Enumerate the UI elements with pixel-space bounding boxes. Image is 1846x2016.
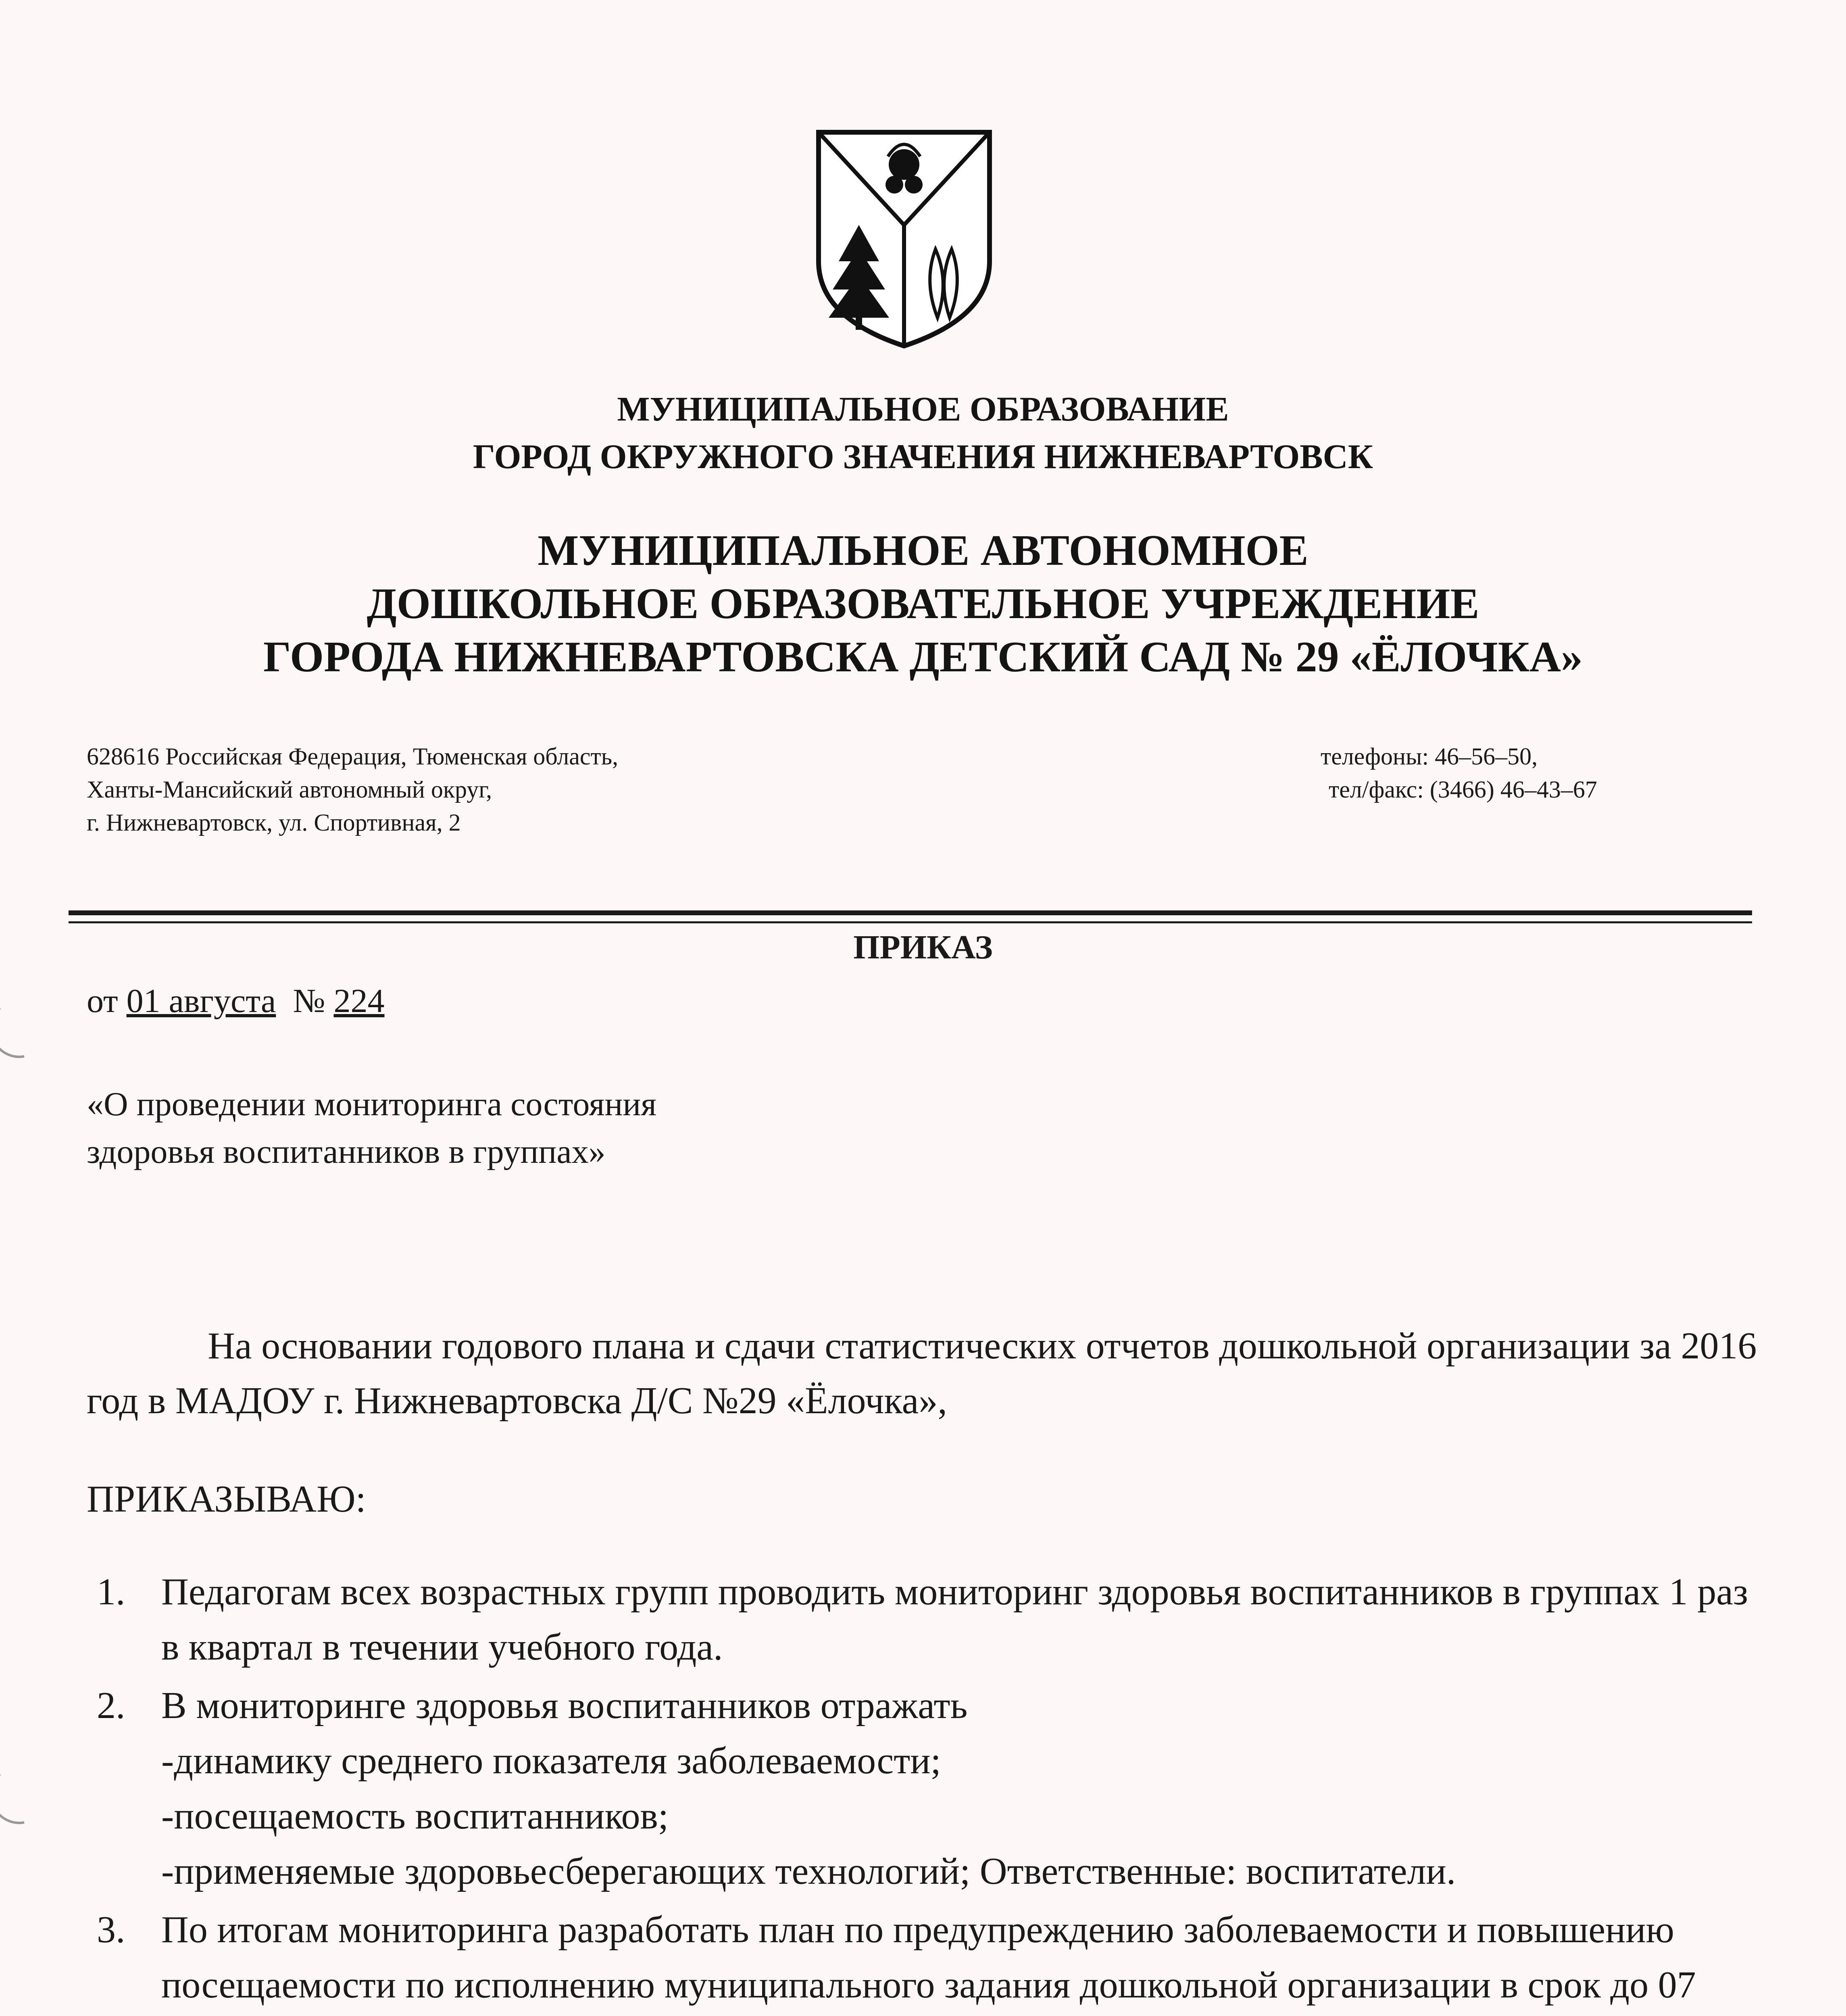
- organization-header: [0, 524, 1846, 684]
- subject-line-2: здоровья воспитанников в группах»: [87, 1133, 606, 1170]
- item-text: По итогам мониторинга разработать план по предупреждению заболеваемости и повышению посещаемости по исполнению муниципального задания дошкольной организации в срок до 07: [161, 1909, 1696, 2006]
- municipality-header: [0, 385, 1846, 480]
- item-number: 3.: [97, 1909, 125, 1951]
- subject-line-1: «О проведении мониторинга состояния: [87, 1085, 656, 1123]
- coat-of-arms-icon: [810, 128, 998, 350]
- header-line-1: МУНИЦИПАЛЬНОЕ ОБРАЗОВАНИЕ: [617, 389, 1229, 428]
- order-subject: [87, 1081, 656, 1176]
- order-date-number: [87, 979, 384, 1023]
- number-prefix: №: [276, 982, 334, 1020]
- address-line-2: Ханты-Мансийский автономный округ,: [87, 776, 492, 803]
- order-date: 01 августа: [126, 982, 276, 1020]
- phones-line: телефоны: 46–56–50,: [1321, 743, 1538, 770]
- order-items-list: [87, 1564, 1760, 2016]
- header-divider-thick: [69, 910, 1752, 915]
- header-divider-thin: [69, 921, 1752, 923]
- postal-address: [87, 740, 618, 839]
- order-directive: ПРИКАЗЫВАЮ:: [87, 1478, 366, 1520]
- item-number: 1.: [97, 1571, 125, 1613]
- address-line-3: г. Нижневартовск, ул. Спортивная, 2: [87, 809, 461, 836]
- org-line-1: МУНИЦИПАЛЬНОЕ АВТОНОМНОЕ: [538, 527, 1308, 575]
- item-text: -применяемые здоровьесберегающих технологий; Ответственные: воспитатели.: [161, 1850, 1456, 1892]
- intro-paragraph: На основании годового плана и сдачи статистических отчетов дошкольной организации за 2016 год в МАДОУ г. Нижневартовска Д/С №29 «Ёлочка»,: [87, 1325, 1757, 1422]
- header-line-2: ГОРОД ОКРУЖНОГО ЗНАЧЕНИЯ НИЖНЕВАРТОВСК: [473, 437, 1373, 476]
- contact-phones: [1321, 740, 1597, 806]
- item-text: -посещаемость воспитанников;: [161, 1795, 669, 1837]
- org-line-3: ГОРОДА НИЖНЕВАРТОВСКА ДЕТСКИЙ САД № 29 «ЁЛОЧКА»: [263, 633, 1583, 681]
- list-item: [87, 1902, 1760, 2016]
- address-line-1: 628616 Российская Федерация, Тюменская область,: [87, 743, 619, 770]
- item-text: В мониторинге здоровья воспитанников отражать: [161, 1685, 968, 1727]
- org-line-2: ДОШКОЛЬНОЕ ОБРАЗОВАТЕЛЬНОЕ УЧРЕЖДЕНИЕ: [367, 580, 1479, 628]
- item-text: -динамику среднего показателя заболеваемости;: [161, 1740, 941, 1782]
- list-item: [87, 1564, 1760, 1675]
- item-text: Педагогам всех возрастных групп проводить мониторинг здоровья воспитанников в группах 1 раз в квартал в течении учебного года.: [161, 1571, 1748, 1668]
- item-number: 2.: [97, 1685, 125, 1727]
- fax-line: тел/факс: (3466) 46–43–67: [1329, 776, 1597, 803]
- order-number: 224: [333, 982, 385, 1020]
- date-prefix: от: [87, 982, 127, 1020]
- list-item: [87, 1678, 1760, 1899]
- punch-holes: [0, 0, 81, 2016]
- document-title: ПРИКАЗ: [853, 929, 993, 966]
